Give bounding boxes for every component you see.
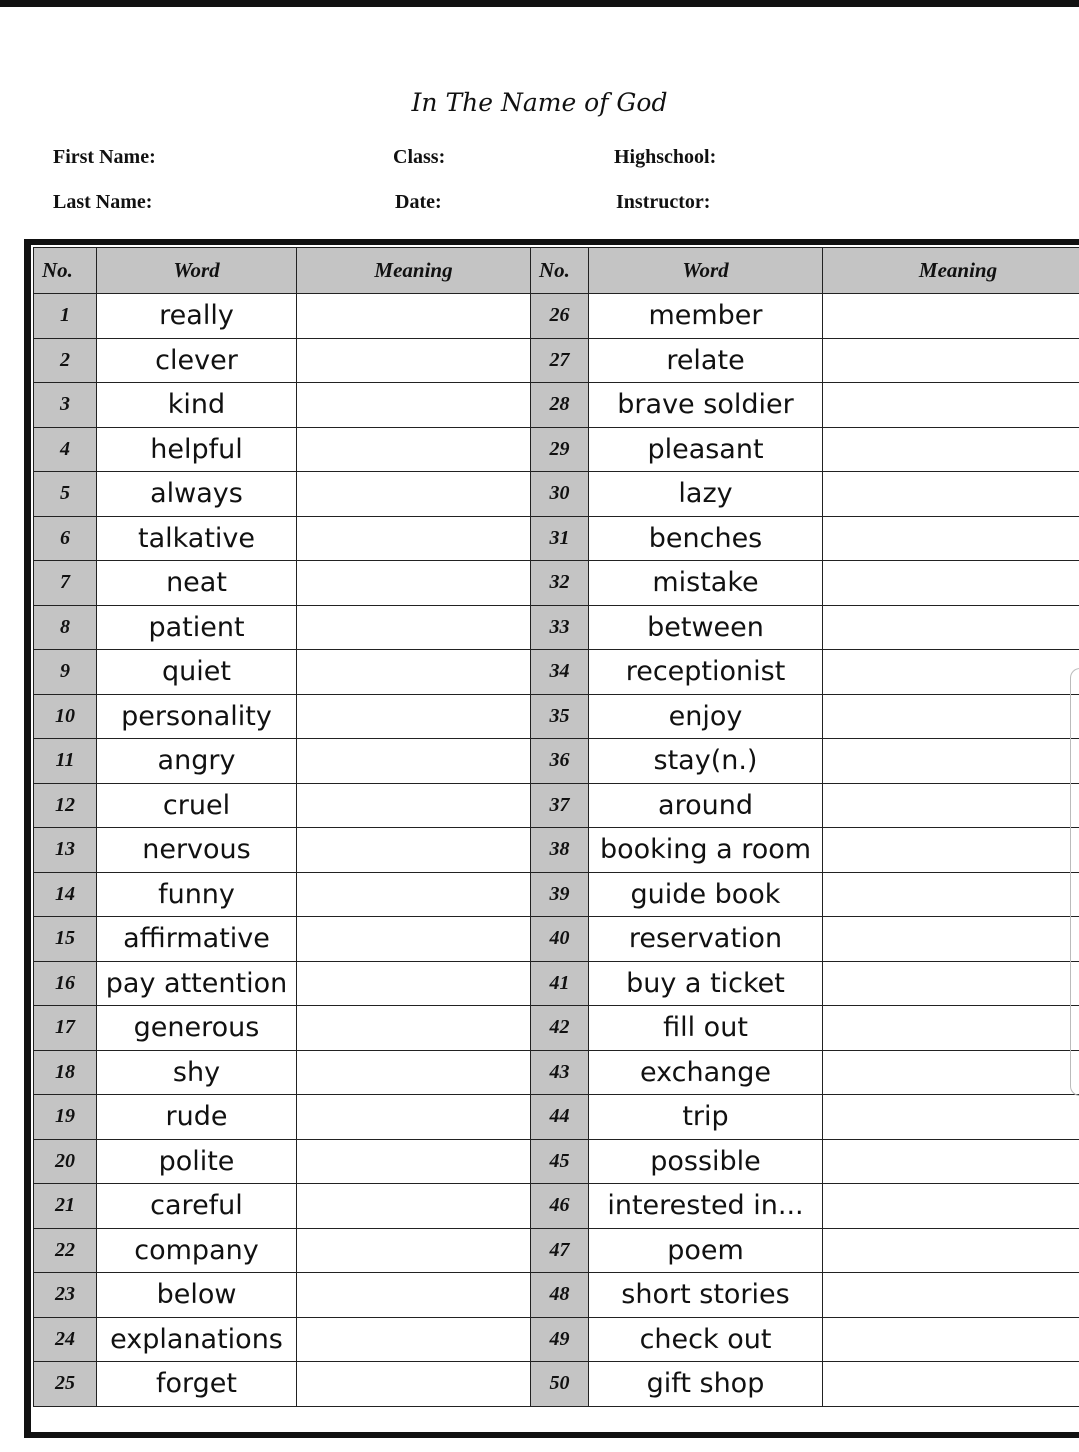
header-meaning-left: Meaning xyxy=(297,248,531,294)
table-body xyxy=(34,294,1079,1407)
table-row xyxy=(34,1228,1079,1273)
meaning-cell-right[interactable] xyxy=(823,783,1079,828)
table-row xyxy=(34,650,1079,695)
table-row xyxy=(34,917,1079,962)
word-right: buy a ticket xyxy=(589,961,823,1006)
table-row xyxy=(34,383,1079,428)
header-word-right: Word xyxy=(589,248,823,294)
word-right: possible xyxy=(589,1139,823,1184)
meaning-cell-right[interactable] xyxy=(823,1184,1079,1229)
meaning-cell-left[interactable] xyxy=(297,1006,531,1051)
word-left: angry xyxy=(97,739,297,784)
meaning-cell-right[interactable] xyxy=(823,1273,1079,1318)
table-row xyxy=(34,427,1079,472)
word-right: pleasant xyxy=(589,427,823,472)
meaning-cell-left[interactable] xyxy=(297,1228,531,1273)
row-number-left: 25 xyxy=(34,1362,97,1407)
table-row xyxy=(34,294,1079,339)
row-number-left: 5 xyxy=(34,472,97,517)
row-number-right: 44 xyxy=(531,1095,589,1140)
meaning-cell-right[interactable] xyxy=(823,516,1079,561)
row-number-right: 43 xyxy=(531,1050,589,1095)
word-left: nervous xyxy=(97,828,297,873)
table-row xyxy=(34,783,1079,828)
instructor-label: Instructor: xyxy=(616,191,711,213)
row-number-right: 30 xyxy=(531,472,589,517)
row-number-right: 49 xyxy=(531,1317,589,1362)
meaning-cell-right[interactable] xyxy=(823,1362,1079,1407)
word-right: enjoy xyxy=(589,694,823,739)
meaning-cell-left[interactable] xyxy=(297,472,531,517)
meaning-cell-left[interactable] xyxy=(297,872,531,917)
meaning-cell-left[interactable] xyxy=(297,650,531,695)
row-number-left: 13 xyxy=(34,828,97,873)
row-number-left: 22 xyxy=(34,1228,97,1273)
word-left: neat xyxy=(97,561,297,606)
word-left: really xyxy=(97,294,297,339)
meaning-cell-right[interactable] xyxy=(823,872,1079,917)
header-meaning-right: Meaning xyxy=(823,248,1079,294)
vocabulary-table-frame xyxy=(24,239,1079,1438)
word-right: check out xyxy=(589,1317,823,1362)
meaning-cell-left[interactable] xyxy=(297,516,531,561)
word-right: around xyxy=(589,783,823,828)
row-number-right: 27 xyxy=(531,338,589,383)
meaning-cell-left[interactable] xyxy=(297,1139,531,1184)
row-number-right: 33 xyxy=(531,605,589,650)
meaning-cell-left[interactable] xyxy=(297,1184,531,1229)
row-number-right: 28 xyxy=(531,383,589,428)
word-left: shy xyxy=(97,1050,297,1095)
meaning-cell-right[interactable] xyxy=(823,561,1079,606)
word-left: forget xyxy=(97,1362,297,1407)
meaning-cell-right[interactable] xyxy=(823,383,1079,428)
word-left: company xyxy=(97,1228,297,1273)
row-number-left: 12 xyxy=(34,783,97,828)
word-left: rude xyxy=(97,1095,297,1140)
table-row xyxy=(34,961,1079,1006)
word-left: affirmative xyxy=(97,917,297,962)
table-row xyxy=(34,561,1079,606)
meaning-cell-right[interactable] xyxy=(823,1139,1079,1184)
row-number-right: 34 xyxy=(531,650,589,695)
meaning-cell-right[interactable] xyxy=(823,650,1079,695)
table-row xyxy=(34,1184,1079,1229)
row-number-left: 24 xyxy=(34,1317,97,1362)
table-row xyxy=(34,1095,1079,1140)
page-title: In The Name of God xyxy=(411,88,668,117)
date-label: Date: xyxy=(395,191,442,213)
row-number-left: 9 xyxy=(34,650,97,695)
row-number-right: 38 xyxy=(531,828,589,873)
row-number-right: 50 xyxy=(531,1362,589,1407)
table-row xyxy=(34,739,1079,784)
word-right: guide book xyxy=(589,872,823,917)
meaning-cell-left[interactable] xyxy=(297,294,531,339)
row-number-left: 17 xyxy=(34,1006,97,1051)
row-number-right: 32 xyxy=(531,561,589,606)
word-right: relate xyxy=(589,338,823,383)
meaning-cell-right[interactable] xyxy=(823,1317,1079,1362)
meaning-cell-right[interactable] xyxy=(823,917,1079,962)
row-number-left: 21 xyxy=(34,1184,97,1229)
word-left: pay attention xyxy=(97,961,297,1006)
table-row xyxy=(34,694,1079,739)
word-right: reservation xyxy=(589,917,823,962)
header-no-right: No. xyxy=(531,248,589,294)
row-number-right: 36 xyxy=(531,739,589,784)
word-right: interested in... xyxy=(589,1184,823,1229)
row-number-right: 47 xyxy=(531,1228,589,1273)
row-number-left: 23 xyxy=(34,1273,97,1318)
meaning-cell-left[interactable] xyxy=(297,783,531,828)
meaning-cell-right[interactable] xyxy=(823,338,1079,383)
meaning-cell-right[interactable] xyxy=(823,1006,1079,1051)
top-border xyxy=(0,0,1079,7)
row-number-left: 6 xyxy=(34,516,97,561)
scrollbar[interactable] xyxy=(1070,668,1079,1096)
class-label: Class: xyxy=(393,146,446,168)
row-number-left: 19 xyxy=(34,1095,97,1140)
word-left: generous xyxy=(97,1006,297,1051)
row-number-right: 35 xyxy=(531,694,589,739)
table-row xyxy=(34,828,1079,873)
row-number-left: 11 xyxy=(34,739,97,784)
row-number-right: 46 xyxy=(531,1184,589,1229)
meaning-cell-left[interactable] xyxy=(297,1317,531,1362)
table-row xyxy=(34,1139,1079,1184)
meaning-cell-left[interactable] xyxy=(297,961,531,1006)
word-right: trip xyxy=(589,1095,823,1140)
word-left: clever xyxy=(97,338,297,383)
word-right: short stories xyxy=(589,1273,823,1318)
word-right: booking a room xyxy=(589,828,823,873)
word-right: benches xyxy=(589,516,823,561)
header-no-left: No. xyxy=(34,248,97,294)
table-row xyxy=(34,1317,1079,1362)
row-number-left: 1 xyxy=(34,294,97,339)
word-left: funny xyxy=(97,872,297,917)
word-right: poem xyxy=(589,1228,823,1273)
table-row xyxy=(34,1273,1079,1318)
word-right: brave soldier xyxy=(589,383,823,428)
meaning-cell-left[interactable] xyxy=(297,1050,531,1095)
row-number-right: 45 xyxy=(531,1139,589,1184)
row-number-left: 18 xyxy=(34,1050,97,1095)
meaning-cell-right[interactable] xyxy=(823,472,1079,517)
meaning-cell-left[interactable] xyxy=(297,828,531,873)
word-right: fill out xyxy=(589,1006,823,1051)
word-right: between xyxy=(589,605,823,650)
row-number-left: 3 xyxy=(34,383,97,428)
word-right: exchange xyxy=(589,1050,823,1095)
row-number-right: 37 xyxy=(531,783,589,828)
row-number-right: 29 xyxy=(531,427,589,472)
meaning-cell-left[interactable] xyxy=(297,427,531,472)
word-left: patient xyxy=(97,605,297,650)
row-number-right: 39 xyxy=(531,872,589,917)
meaning-cell-left[interactable] xyxy=(297,917,531,962)
word-left: kind xyxy=(97,383,297,428)
table-row xyxy=(34,338,1079,383)
row-number-right: 42 xyxy=(531,1006,589,1051)
vocabulary-table xyxy=(33,247,1079,1407)
meaning-cell-left[interactable] xyxy=(297,338,531,383)
row-number-left: 20 xyxy=(34,1139,97,1184)
meaning-cell-right[interactable] xyxy=(823,605,1079,650)
table-row xyxy=(34,1362,1079,1407)
meaning-cell-right[interactable] xyxy=(823,1228,1079,1273)
meaning-cell-right[interactable] xyxy=(823,427,1079,472)
word-right: lazy xyxy=(589,472,823,517)
word-right: stay(n.) xyxy=(589,739,823,784)
table-header-row xyxy=(34,248,1079,294)
row-number-left: 8 xyxy=(34,605,97,650)
word-left: polite xyxy=(97,1139,297,1184)
word-left: always xyxy=(97,472,297,517)
word-left: cruel xyxy=(97,783,297,828)
row-number-left: 7 xyxy=(34,561,97,606)
meaning-cell-left[interactable] xyxy=(297,694,531,739)
row-number-right: 26 xyxy=(531,294,589,339)
meaning-cell-left[interactable] xyxy=(297,1095,531,1140)
highschool-label: Highschool: xyxy=(614,146,717,168)
header-word-left: Word xyxy=(97,248,297,294)
meaning-cell-left[interactable] xyxy=(297,739,531,784)
last-name-label: Last Name: xyxy=(53,191,153,213)
meaning-cell-right[interactable] xyxy=(823,961,1079,1006)
meaning-cell-right[interactable] xyxy=(823,739,1079,784)
meaning-cell-left[interactable] xyxy=(297,1362,531,1407)
row-number-left: 10 xyxy=(34,694,97,739)
word-left: explanations xyxy=(97,1317,297,1362)
row-number-left: 15 xyxy=(34,917,97,962)
row-number-left: 14 xyxy=(34,872,97,917)
word-right: member xyxy=(589,294,823,339)
word-left: quiet xyxy=(97,650,297,695)
row-number-left: 2 xyxy=(34,338,97,383)
word-left: helpful xyxy=(97,427,297,472)
meaning-cell-right[interactable] xyxy=(823,828,1079,873)
table-row xyxy=(34,516,1079,561)
word-left: careful xyxy=(97,1184,297,1229)
meaning-cell-left[interactable] xyxy=(297,605,531,650)
meaning-cell-right[interactable] xyxy=(823,694,1079,739)
first-name-label: First Name: xyxy=(53,146,156,168)
table-row xyxy=(34,1006,1079,1051)
row-number-left: 4 xyxy=(34,427,97,472)
table-row xyxy=(34,872,1079,917)
row-number-right: 48 xyxy=(531,1273,589,1318)
word-left: talkative xyxy=(97,516,297,561)
meaning-cell-right[interactable] xyxy=(823,1050,1079,1095)
word-left: below xyxy=(97,1273,297,1318)
meaning-cell-left[interactable] xyxy=(297,383,531,428)
row-number-right: 31 xyxy=(531,516,589,561)
word-right: gift shop xyxy=(589,1362,823,1407)
table-row xyxy=(34,472,1079,517)
meaning-cell-right[interactable] xyxy=(823,1095,1079,1140)
meaning-cell-left[interactable] xyxy=(297,1273,531,1318)
meaning-cell-right[interactable] xyxy=(823,294,1079,339)
word-right: mistake xyxy=(589,561,823,606)
table-row xyxy=(34,1050,1079,1095)
word-right: receptionist xyxy=(589,650,823,695)
table-row xyxy=(34,605,1079,650)
row-number-right: 40 xyxy=(531,917,589,962)
row-number-right: 41 xyxy=(531,961,589,1006)
row-number-left: 16 xyxy=(34,961,97,1006)
word-left: personality xyxy=(97,694,297,739)
meaning-cell-left[interactable] xyxy=(297,561,531,606)
